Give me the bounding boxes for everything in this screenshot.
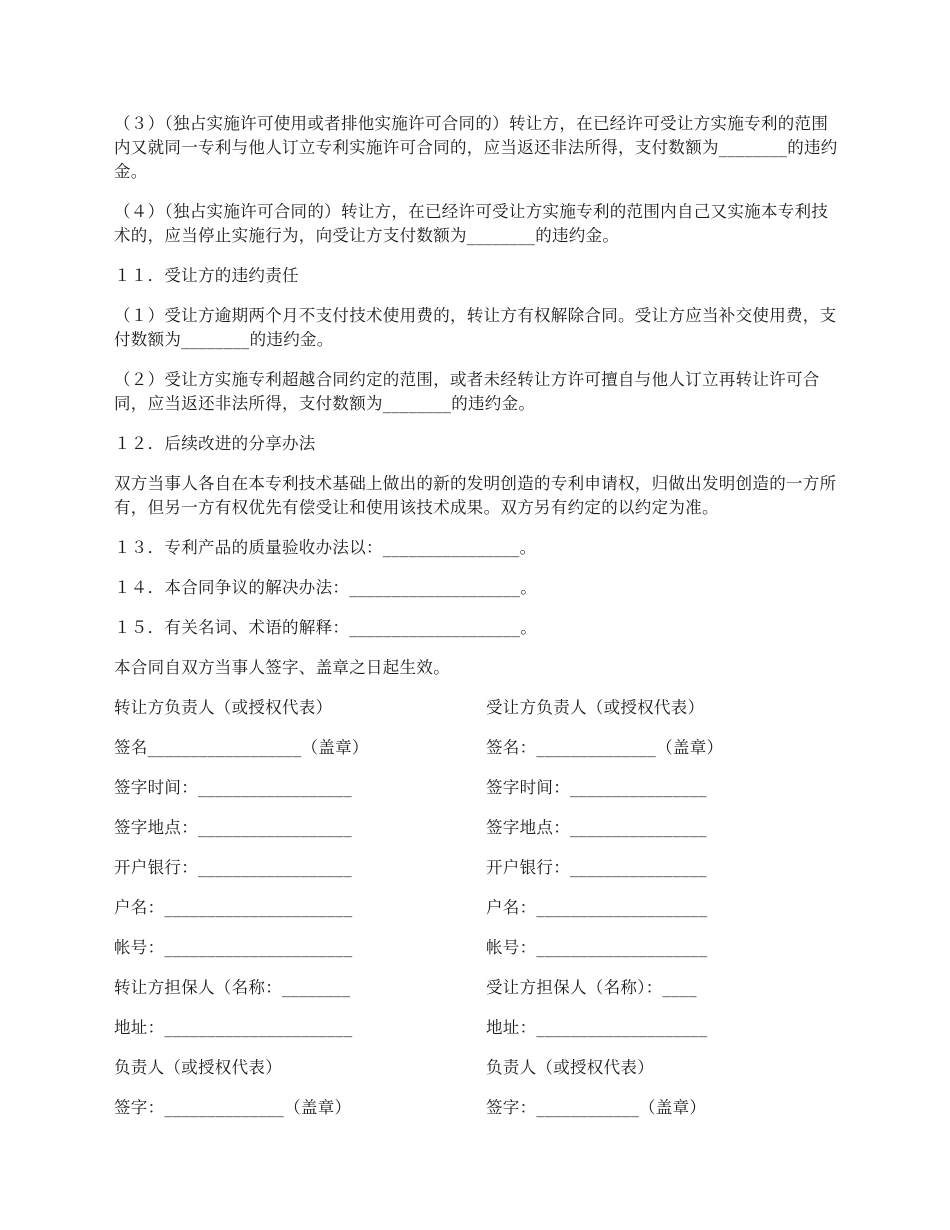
transferor-sign-time-field: 签字时间：__________________ (114, 778, 352, 797)
transferee-guarantor-field: 受让方担保人（名称）：____ (486, 978, 697, 997)
transferee-guarantor-address-field: 地址：____________________ (486, 1018, 708, 1037)
clause-13-quality-acceptance: １３．专利产品的质量验收办法以：________________。 (114, 538, 537, 557)
transferor-guarantor-address-field: 地址：______________________ (114, 1018, 353, 1037)
transferee-sign-time-field: 签字时间：________________ (486, 778, 707, 797)
transferor-guarantor-signature-field: 签字：______________（盖章） (114, 1098, 352, 1117)
signature-block (114, 696, 842, 1120)
transferor-bank-field: 开户银行：__________________ (114, 858, 352, 877)
clause-10-4: （４）（独占实施许可合同的）转让方，在已经许可受让方实施专利的范围内自己又实施本专利技术的，应当停止实施行为，向受让方支付数额为________的违约金。 (114, 202, 829, 245)
clause-15-terms-definition: １５．有关名词、术语的解释：____________________。 (114, 618, 537, 637)
clause-11-1: （１）受让方逾期两个月不支付技术使用费的，转让方有权解除合同。受让方应当补交使用费，支付数额为________的违约金。 (114, 306, 837, 349)
heading-clause-11: １１．受让方的违约责任 (114, 266, 299, 285)
transferor-signature-field: 签名__________________（盖章） (114, 738, 369, 757)
clause-14-dispute-resolution: １４．本合同争议的解决办法：____________________。 (114, 578, 537, 597)
transferee-bank-field: 开户银行：________________ (486, 858, 707, 877)
transferee-account-number-field: 帐号：____________________ (486, 938, 708, 957)
transferee-account-name-field: 户名：____________________ (486, 898, 708, 917)
transferee-representative-label: 受让方负责人（或授权代表） (486, 698, 705, 717)
transferor-guarantor-field: 转让方担保人（名称：________ (114, 978, 351, 997)
effective-statement: 本合同自双方当事人签字、盖章之日起生效。 (114, 658, 450, 677)
transferee-guarantor-representative-label: 负责人（或授权代表） (486, 1058, 654, 1077)
clause-12-body: 双方当事人各自在本专利技术基础上做出的新的发明创造的专利申请权，归做出发明创造的一方所有，但另一方有权优先有偿受让和使用该技术成果。双方另有约定的以约定为准。 (114, 474, 837, 517)
clause-10-3: （３）（独占实施许可使用或者排他实施许可合同的）转让方，在已经许可受让方实施专利的范围内又就同一专利与他人订立专利实施许可合同的，应当返还非法所得，支付数额为________的违约金。 (114, 114, 838, 181)
transferor-account-name-field: 户名：______________________ (114, 898, 353, 917)
transferee-signature-field: 签名：______________（盖章） (486, 738, 724, 757)
transferor-representative-label: 转让方负责人（或授权代表） (114, 698, 333, 717)
transferor-sign-place-field: 签字地点：__________________ (114, 818, 352, 837)
clause-11-2: （２）受让方实施专利超越合同约定的范围，或者未经转让方许可擅自与他人订立再转让许可合同，应当返还非法所得，支付数额为________的违约金。 (114, 370, 820, 413)
transferee-guarantor-signature-field: 签字：____________（盖章） (486, 1098, 707, 1117)
transferor-guarantor-representative-label: 负责人（或授权代表） (114, 1058, 282, 1077)
transferor-account-number-field: 帐号：______________________ (114, 938, 353, 957)
heading-clause-12: １２．后续改进的分享办法 (114, 434, 316, 453)
transferee-sign-place-field: 签字地点：________________ (486, 818, 707, 837)
contract-page (114, 112, 842, 1120)
